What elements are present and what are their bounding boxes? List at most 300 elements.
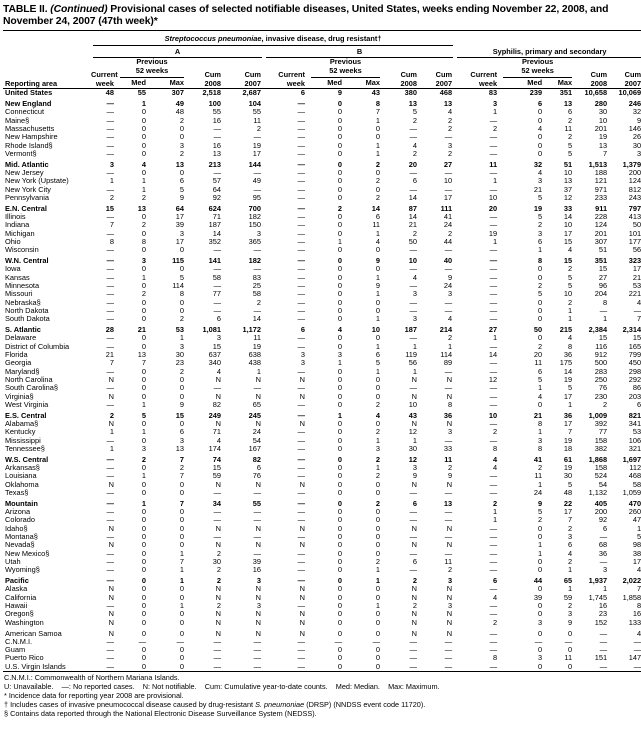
value-cell: —	[409, 654, 417, 663]
table-row	[3, 186, 641, 194]
value-cell: 6	[567, 541, 573, 550]
value-cell: 3	[537, 654, 543, 663]
value-cell: —	[297, 516, 305, 525]
value-cell: 2	[567, 524, 573, 533]
value-cell: 1	[567, 306, 573, 315]
value-cell: 3	[447, 141, 453, 150]
value-cell: 0	[337, 282, 342, 291]
value-cell: —	[489, 141, 498, 150]
value-cell: 6	[567, 108, 573, 117]
table-row	[3, 324, 641, 335]
reporting-area-cell: Guam	[5, 646, 26, 655]
value-cell: 1	[412, 436, 417, 445]
table-row	[3, 550, 641, 558]
value-cell: —	[253, 637, 261, 646]
value-cell: —	[106, 464, 114, 473]
table-title-prefix: TABLE II.	[3, 4, 51, 15]
value-cell: —	[106, 273, 114, 282]
value-cell: 9	[179, 400, 184, 409]
value-cell: —	[297, 436, 305, 445]
value-cell: 4	[492, 464, 498, 473]
value-cell: 11	[444, 454, 453, 464]
value-cell: 14	[563, 367, 573, 376]
value-cell: —	[297, 193, 305, 202]
value-cell: 228	[594, 213, 608, 222]
value-cell: 0	[179, 420, 184, 428]
reporting-area-cell: Pennsylvania	[5, 193, 49, 202]
value-cell: 0	[337, 177, 342, 186]
value-cell: 0	[179, 508, 184, 517]
value-cell: 19	[563, 464, 573, 473]
value-cell: 95	[252, 193, 261, 202]
table-row	[3, 428, 641, 436]
value-cell: 1	[636, 524, 641, 533]
table-row	[3, 265, 641, 273]
value-cell: 1	[141, 400, 146, 409]
value-cell: 8	[492, 444, 498, 453]
reporting-area-cell: Mountain	[5, 498, 38, 508]
value-cell: 380	[404, 88, 417, 98]
value-cell: 3	[537, 177, 543, 186]
value-cell: —	[489, 662, 498, 671]
table-row	[3, 359, 641, 367]
value-cell: 0	[141, 662, 146, 671]
value-cell: N	[108, 420, 114, 428]
reporting-area-cell: Vermont§	[5, 149, 37, 158]
value-cell: 3	[537, 436, 543, 445]
value-cell: 32	[533, 159, 543, 169]
value-cell: 7	[375, 108, 380, 117]
corner-blank	[3, 31, 91, 46]
value-cell: —	[599, 533, 608, 542]
col-header-max-syphilis: Max	[545, 78, 575, 89]
value-cell: 2	[537, 464, 543, 473]
table-row	[3, 619, 641, 627]
value-cell: 76	[252, 472, 261, 481]
value-cell: 1,513	[588, 159, 608, 169]
value-cell: —	[253, 185, 261, 194]
value-cell: —	[106, 488, 114, 497]
value-cell: 340	[208, 359, 221, 368]
value-cell: 5	[636, 533, 641, 542]
value-cell: —	[138, 637, 146, 646]
value-cell: 0	[337, 221, 342, 230]
table-row	[3, 585, 641, 593]
value-cell: 821	[628, 410, 641, 420]
value-cell: 0	[141, 533, 146, 542]
value-cell: 167	[248, 444, 261, 453]
value-cell: 0	[141, 420, 146, 428]
value-cell: 21	[408, 221, 417, 230]
value-cell: —	[599, 557, 608, 566]
value-cell: —	[297, 159, 305, 169]
value-cell: 0	[141, 436, 146, 445]
value-cell: 0	[141, 141, 146, 150]
value-cell: 0	[337, 400, 342, 409]
value-cell: 292	[628, 375, 641, 384]
value-cell: —	[297, 566, 305, 575]
value-cell: —	[106, 557, 114, 566]
value-cell: 0	[179, 541, 184, 550]
value-cell: —	[253, 265, 261, 274]
value-cell: 2,022	[622, 576, 641, 586]
value-cell: 0	[337, 444, 342, 453]
value-cell: 4	[537, 169, 543, 178]
value-cell: 23	[175, 359, 184, 368]
value-cell: 11	[489, 159, 498, 169]
value-cell: 50	[632, 221, 641, 230]
value-cell: 86	[632, 384, 641, 393]
col-header-max-a: Max	[149, 78, 187, 89]
value-cell: 4	[412, 273, 417, 282]
value-cell: 2	[537, 342, 543, 351]
value-cell: —	[444, 508, 453, 517]
reporting-area-cell: Arkansas§	[5, 464, 40, 473]
value-cell: 0	[337, 149, 342, 158]
value-cell: 17	[632, 557, 641, 566]
value-cell: 2	[256, 298, 261, 307]
value-cell: N	[108, 375, 114, 384]
value-cell: —	[489, 384, 498, 393]
value-cell: —	[106, 454, 114, 464]
value-cell: —	[106, 342, 114, 351]
value-cell: 1,081	[202, 325, 221, 335]
value-cell: 3	[179, 342, 184, 351]
value-cell: 4	[216, 436, 221, 445]
value-cell: —	[297, 116, 305, 125]
value-cell: 0	[179, 646, 184, 655]
value-cell: 0	[337, 229, 342, 238]
value-cell: 2	[109, 410, 114, 420]
value-cell: —	[297, 367, 305, 376]
value-cell: 3	[141, 256, 146, 266]
value-cell: —	[297, 213, 305, 222]
value-cell: —	[297, 315, 305, 324]
value-cell: 0	[141, 124, 146, 133]
value-cell: —	[409, 508, 417, 517]
value-cell: 6	[602, 524, 608, 533]
value-cell: —	[213, 516, 221, 525]
value-cell: N	[299, 524, 305, 533]
value-cell: 10	[563, 290, 573, 299]
value-cell: —	[297, 229, 305, 238]
value-cell: 4	[537, 124, 543, 133]
value-cell: —	[489, 585, 498, 594]
value-cell: 0	[337, 298, 342, 307]
value-cell: 2	[216, 549, 221, 558]
value-cell: —	[444, 488, 453, 497]
value-cell: 0	[141, 367, 146, 376]
value-cell: 4	[375, 237, 380, 246]
value-cell: 10,069	[618, 88, 641, 98]
table-row	[3, 489, 641, 497]
value-cell: 7	[179, 454, 184, 464]
value-cell: 14	[488, 351, 498, 360]
value-cell: 3	[179, 436, 184, 445]
syphilis-blank	[455, 31, 641, 46]
value-cell: 9	[375, 282, 380, 291]
value-cell: —	[106, 516, 114, 525]
value-cell: 55	[252, 498, 261, 508]
value-cell: 0	[337, 342, 342, 351]
value-cell: —	[297, 237, 305, 246]
value-cell: —	[253, 533, 261, 542]
value-cell: 2	[256, 124, 261, 133]
value-cell: 1	[375, 367, 380, 376]
col-header-cum-2008-syphilis: Cum 2008	[575, 58, 610, 88]
value-cell: 5	[537, 290, 543, 299]
value-cell: 0	[537, 149, 543, 158]
value-cell: —	[253, 508, 261, 517]
col-header-cum-2007-syphilis: Cum 2007	[610, 58, 641, 88]
reporting-area-cell: E.N. Central	[5, 203, 47, 213]
value-cell: —	[489, 400, 498, 409]
value-cell: 58	[252, 290, 261, 299]
value-cell: —	[297, 444, 305, 453]
value-cell: 0	[141, 229, 146, 238]
value-cell: 0	[375, 628, 380, 638]
value-cell: 0	[179, 306, 184, 315]
value-cell: 3	[447, 602, 453, 611]
value-cell: 700	[248, 203, 261, 213]
value-cell: 44	[533, 576, 543, 586]
value-cell: 0	[337, 133, 342, 142]
value-cell: —	[444, 265, 453, 274]
table-row	[3, 384, 641, 392]
value-cell: 0	[567, 628, 573, 638]
value-cell: —	[409, 516, 417, 525]
value-cell: 36	[563, 410, 573, 420]
value-cell: 12	[408, 428, 417, 437]
value-cell: 0	[337, 549, 342, 558]
value-cell: 37	[563, 185, 573, 194]
value-cell: 4	[492, 593, 498, 602]
value-cell: 250	[594, 375, 608, 384]
table-row	[3, 663, 641, 672]
value-cell: 25	[252, 282, 261, 291]
value-cell: N	[215, 585, 221, 594]
value-cell: —	[213, 384, 221, 393]
value-cell: 0	[537, 141, 543, 150]
reporting-area-cell: Indiana	[5, 221, 30, 230]
reporting-area-cell: Arizona	[5, 508, 31, 517]
value-cell: —	[213, 124, 221, 133]
value-cell: 7	[109, 221, 114, 230]
reporting-area-cell: Ohio	[5, 237, 21, 246]
value-cell: 1	[141, 99, 146, 109]
value-cell: —	[106, 185, 114, 194]
value-cell: 0	[375, 662, 380, 671]
value-cell: —	[253, 169, 261, 178]
value-cell: 13	[175, 444, 184, 453]
value-cell: 4	[537, 392, 543, 401]
value-cell: 0	[375, 384, 380, 393]
value-cell: 20	[533, 351, 543, 360]
value-cell: —	[564, 637, 573, 646]
value-cell: 0	[141, 282, 146, 291]
value-cell: 1	[179, 334, 184, 343]
value-cell: 27	[598, 273, 608, 282]
reporting-area-cell: North Carolina	[5, 375, 53, 384]
value-cell: 182	[248, 256, 261, 266]
value-cell: —	[334, 637, 342, 646]
table-row	[3, 497, 641, 508]
value-cell: 27	[443, 159, 453, 169]
reporting-area-cell: Florida	[5, 351, 28, 360]
value-cell: 17	[563, 229, 573, 238]
value-cell: —	[106, 566, 114, 575]
value-cell: —	[253, 662, 261, 671]
value-cell: 28	[105, 325, 114, 335]
value-cell: 0	[537, 400, 543, 409]
value-cell: 2	[602, 400, 608, 409]
value-cell: 49	[252, 177, 261, 186]
value-cell: —	[409, 265, 417, 274]
value-cell: —	[489, 116, 498, 125]
value-cell: 8	[141, 237, 146, 246]
value-cell: —	[106, 149, 114, 158]
col-header-cum-2007-b: Cum 2007	[420, 58, 455, 88]
value-cell: 17	[443, 193, 453, 202]
value-cell: —	[409, 124, 417, 133]
value-cell: 0	[141, 557, 146, 566]
value-cell: 0	[375, 508, 380, 517]
value-cell: —	[213, 282, 221, 291]
value-cell: 500	[594, 359, 608, 368]
value-cell: —	[297, 246, 305, 255]
value-cell: 48	[175, 108, 184, 117]
value-cell: 119	[405, 351, 417, 360]
table-row	[3, 376, 641, 384]
value-cell: 3	[375, 444, 380, 453]
value-cell: 56	[408, 359, 417, 368]
value-cell: —	[297, 646, 305, 655]
value-cell: 4	[636, 628, 641, 638]
value-cell: —	[489, 265, 498, 274]
value-cell: 0	[337, 576, 342, 586]
value-cell: 4	[375, 410, 380, 420]
value-cell: 0	[141, 566, 146, 575]
value-cell: 5	[567, 384, 573, 393]
value-cell: 0	[141, 585, 146, 594]
value-cell: 96	[598, 282, 608, 291]
value-cell: 13	[563, 99, 573, 109]
table-row	[3, 566, 641, 574]
value-cell: 1,858	[622, 593, 641, 602]
value-cell: 175	[559, 359, 573, 368]
table-row	[3, 420, 641, 428]
value-cell: 12	[563, 193, 573, 202]
value-cell: 3	[141, 444, 146, 453]
value-cell: —	[489, 524, 498, 533]
table-row	[3, 89, 641, 98]
value-cell: —	[253, 488, 261, 497]
value-cell: —	[409, 533, 417, 542]
value-cell: 971	[594, 185, 608, 194]
value-cell: 3	[567, 610, 573, 619]
value-cell: 10,658	[584, 88, 608, 98]
table-row	[3, 627, 641, 638]
value-cell: 5	[567, 149, 573, 158]
value-cell: 20	[488, 203, 498, 213]
value-cell: 0	[375, 265, 380, 274]
value-cell: 2	[179, 116, 184, 125]
value-cell: 0	[375, 392, 380, 401]
value-cell: 24	[443, 282, 453, 291]
value-cell: —	[213, 169, 221, 178]
value-cell: 0	[337, 646, 342, 655]
value-cell: 16	[212, 141, 221, 150]
value-cell: 0	[337, 141, 342, 150]
value-cell: —	[106, 124, 114, 133]
value-cell: 2	[567, 557, 573, 566]
value-cell: N	[255, 480, 261, 489]
value-cell: 17	[563, 508, 573, 517]
value-cell: N	[411, 593, 417, 602]
value-cell: 1	[492, 334, 498, 343]
value-cell: —	[489, 149, 498, 158]
value-cell: N	[446, 628, 453, 638]
value-cell: 6	[256, 464, 261, 473]
value-cell: —	[106, 436, 114, 445]
value-cell: —	[253, 306, 261, 315]
value-cell: 158	[594, 464, 608, 473]
value-cell: 0	[141, 516, 146, 525]
value-cell: 1	[492, 177, 498, 186]
value-cell: —	[444, 298, 453, 307]
value-cell: 1	[375, 273, 380, 282]
value-cell: 307	[171, 88, 184, 98]
value-cell: —	[297, 602, 305, 611]
value-cell: 3	[216, 334, 221, 343]
value-cell: —	[213, 637, 221, 646]
value-cell: 1	[602, 585, 608, 594]
value-cell: 30	[598, 108, 608, 117]
value-cell: 13	[408, 99, 417, 109]
value-cell: 13	[137, 203, 146, 213]
value-cell: N	[215, 610, 221, 619]
value-cell: 47	[632, 516, 641, 525]
value-cell: 187	[404, 325, 417, 335]
value-cell: 0	[337, 99, 342, 109]
value-cell: 2	[447, 464, 453, 473]
value-cell: 1	[179, 549, 184, 558]
value-cell: 5	[179, 185, 184, 194]
value-cell: 1	[492, 237, 498, 246]
value-cell: 351	[559, 88, 573, 98]
value-cell: 3	[300, 351, 305, 360]
value-cell: —	[297, 298, 305, 307]
value-cell: 2	[141, 454, 146, 464]
value-cell: 307	[594, 237, 608, 246]
value-cell: 101	[628, 229, 641, 238]
value-cell: 0	[141, 306, 146, 315]
value-cell: 15	[563, 256, 573, 266]
value-cell: 14	[371, 203, 380, 213]
value-cell: —	[297, 454, 305, 464]
value-cell: 2	[492, 618, 498, 627]
value-cell: —	[489, 549, 498, 558]
value-cell: —	[409, 246, 417, 255]
value-cell: 0	[141, 298, 146, 307]
value-cell: 0	[375, 524, 380, 533]
value-cell: —	[444, 306, 453, 315]
value-cell: 0	[375, 480, 380, 489]
value-cell: —	[489, 213, 498, 222]
value-cell: N	[215, 480, 221, 489]
value-cell: —	[409, 384, 417, 393]
value-cell: 0	[337, 508, 342, 517]
